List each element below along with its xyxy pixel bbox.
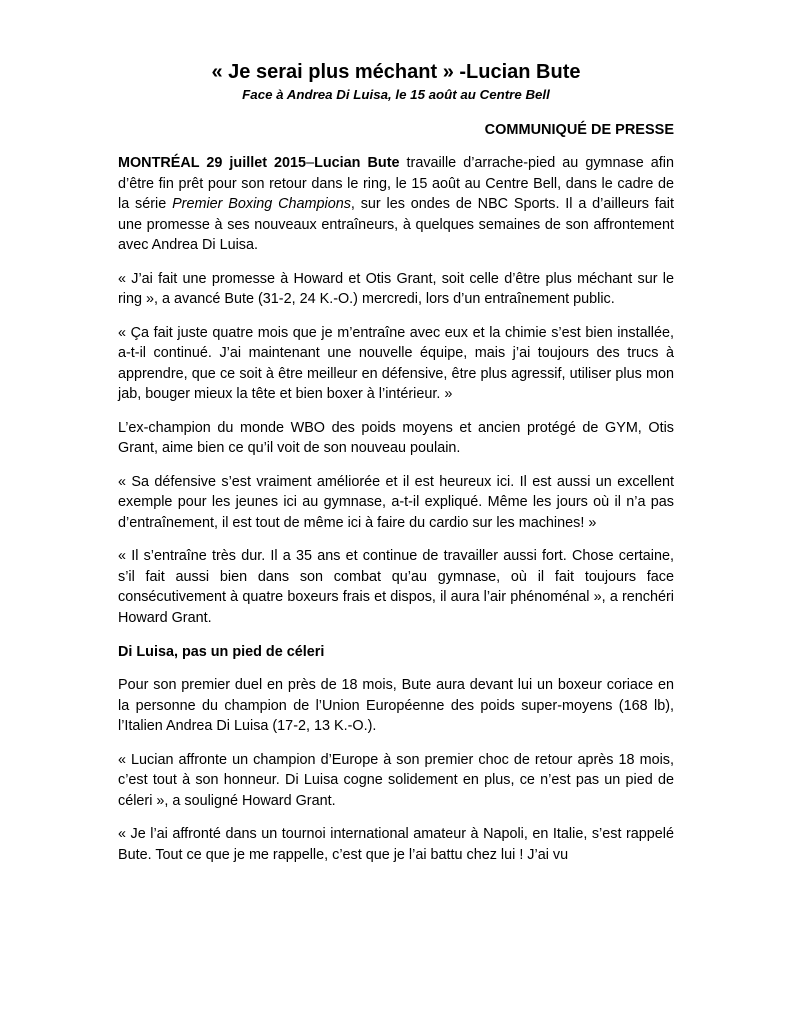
paragraph: « Lucian affronte un champion d’Europe à son premier choc de retour après 18 mois, c’est tout à son honneur. Di Luisa cogne solidement en plus, ce n’est pas un pied de céleri », a souligné Howard Grant.	[118, 751, 674, 809]
paragraph: « Je l’ai affronté dans un tournoi international amateur à Napoli, en Italie, s’est rappelé Bute. Tout ce que je me rappelle, c’est que je l’ai battu chez lui ! J’ai vu	[118, 826, 674, 863]
paragraph: L’ex-champion du monde WBO des poids moyens et ancien protégé de GYM, Otis Grant, aime bien ce qu’il voit de son nouveau poulain.	[118, 419, 674, 456]
athlete-name: Lucian Bute	[314, 155, 400, 171]
lead-text-1: travaille d’arrache-pied au gymnase afin d’être fin prêt pour son retour dans le ring, le 15 août au Centre Bell, dans le cadre de la série	[118, 155, 674, 212]
dateline-dash: –	[306, 155, 315, 171]
paragraph: Pour son premier duel en près de 18 mois, Bute aura devant lui un boxeur coriace en la personne du champion de l’Union Européenne des poids super-moyens (168 lb), l’Italien Andrea Di Luisa (17-2, 13 K.-O.).	[118, 677, 674, 734]
paragraph: « Il s’entraîne très dur. Il a 35 ans et continue de travailler aussi fort. Chose certaine, s’il fait aussi bien dans son combat qu’au gymnase, où il fait toujours face consécutivement à quatre boxeurs frais et dispos, il aura l’air phénoménal », a renchéri Howard Grant.	[118, 548, 674, 626]
section-heading: Di Luisa, pas un pied de céleri	[118, 644, 325, 660]
paragraph: « Ça fait juste quatre mois que je m’entraîne avec eux et la chimie s’est bien installée, a-t-il continué. J’ai maintenant une nouvelle équipe, mais j’ai toujours des trucs à apprendre, que ce soit à être meilleur en défensive, être plus agressif, utiliser plus mon jab, bouger mieux la tête et bien boxer à l’intérieur. »	[118, 324, 674, 402]
paragraph: « Sa défensive s’est vraiment améliorée et il est heureux ici. Il est aussi un excellent exemple pour les jeunes ici au gymnase, a-t-il expliqué. Même les jours où il n’a pas d’entraînement, il est tout de même ici à faire du cardio sur les machines! »	[118, 473, 674, 531]
press-release-page	[118, 60, 674, 865]
press-release-label: COMMUNIQUÉ DE PRESSE	[484, 122, 674, 138]
series-name: Premier Boxing Champions	[172, 196, 351, 212]
page-subtitle: Face à Andrea Di Luisa, le 15 août au Centre Bell	[242, 87, 550, 102]
page-title: « Je serai plus méchant » -Lucian Bute	[211, 61, 581, 83]
paragraph: « J’ai fait une promesse à Howard et Otis Grant, soit celle d’être plus méchant sur le ring », a avancé Bute (31-2, 24 K.-O.) mercredi, lors d’un entraînement public.	[118, 270, 674, 307]
lead-paragraph	[118, 153, 674, 256]
dateline: MONTRÉAL 29 juillet 2015	[118, 155, 307, 171]
lead-text-2: , sur les ondes de NBC Sports. Il a d’ailleurs fait une promesse à ses nouveaux entraîneurs, à quelques semaines de son affrontement avec Andrea Di Luisa.	[118, 196, 674, 253]
